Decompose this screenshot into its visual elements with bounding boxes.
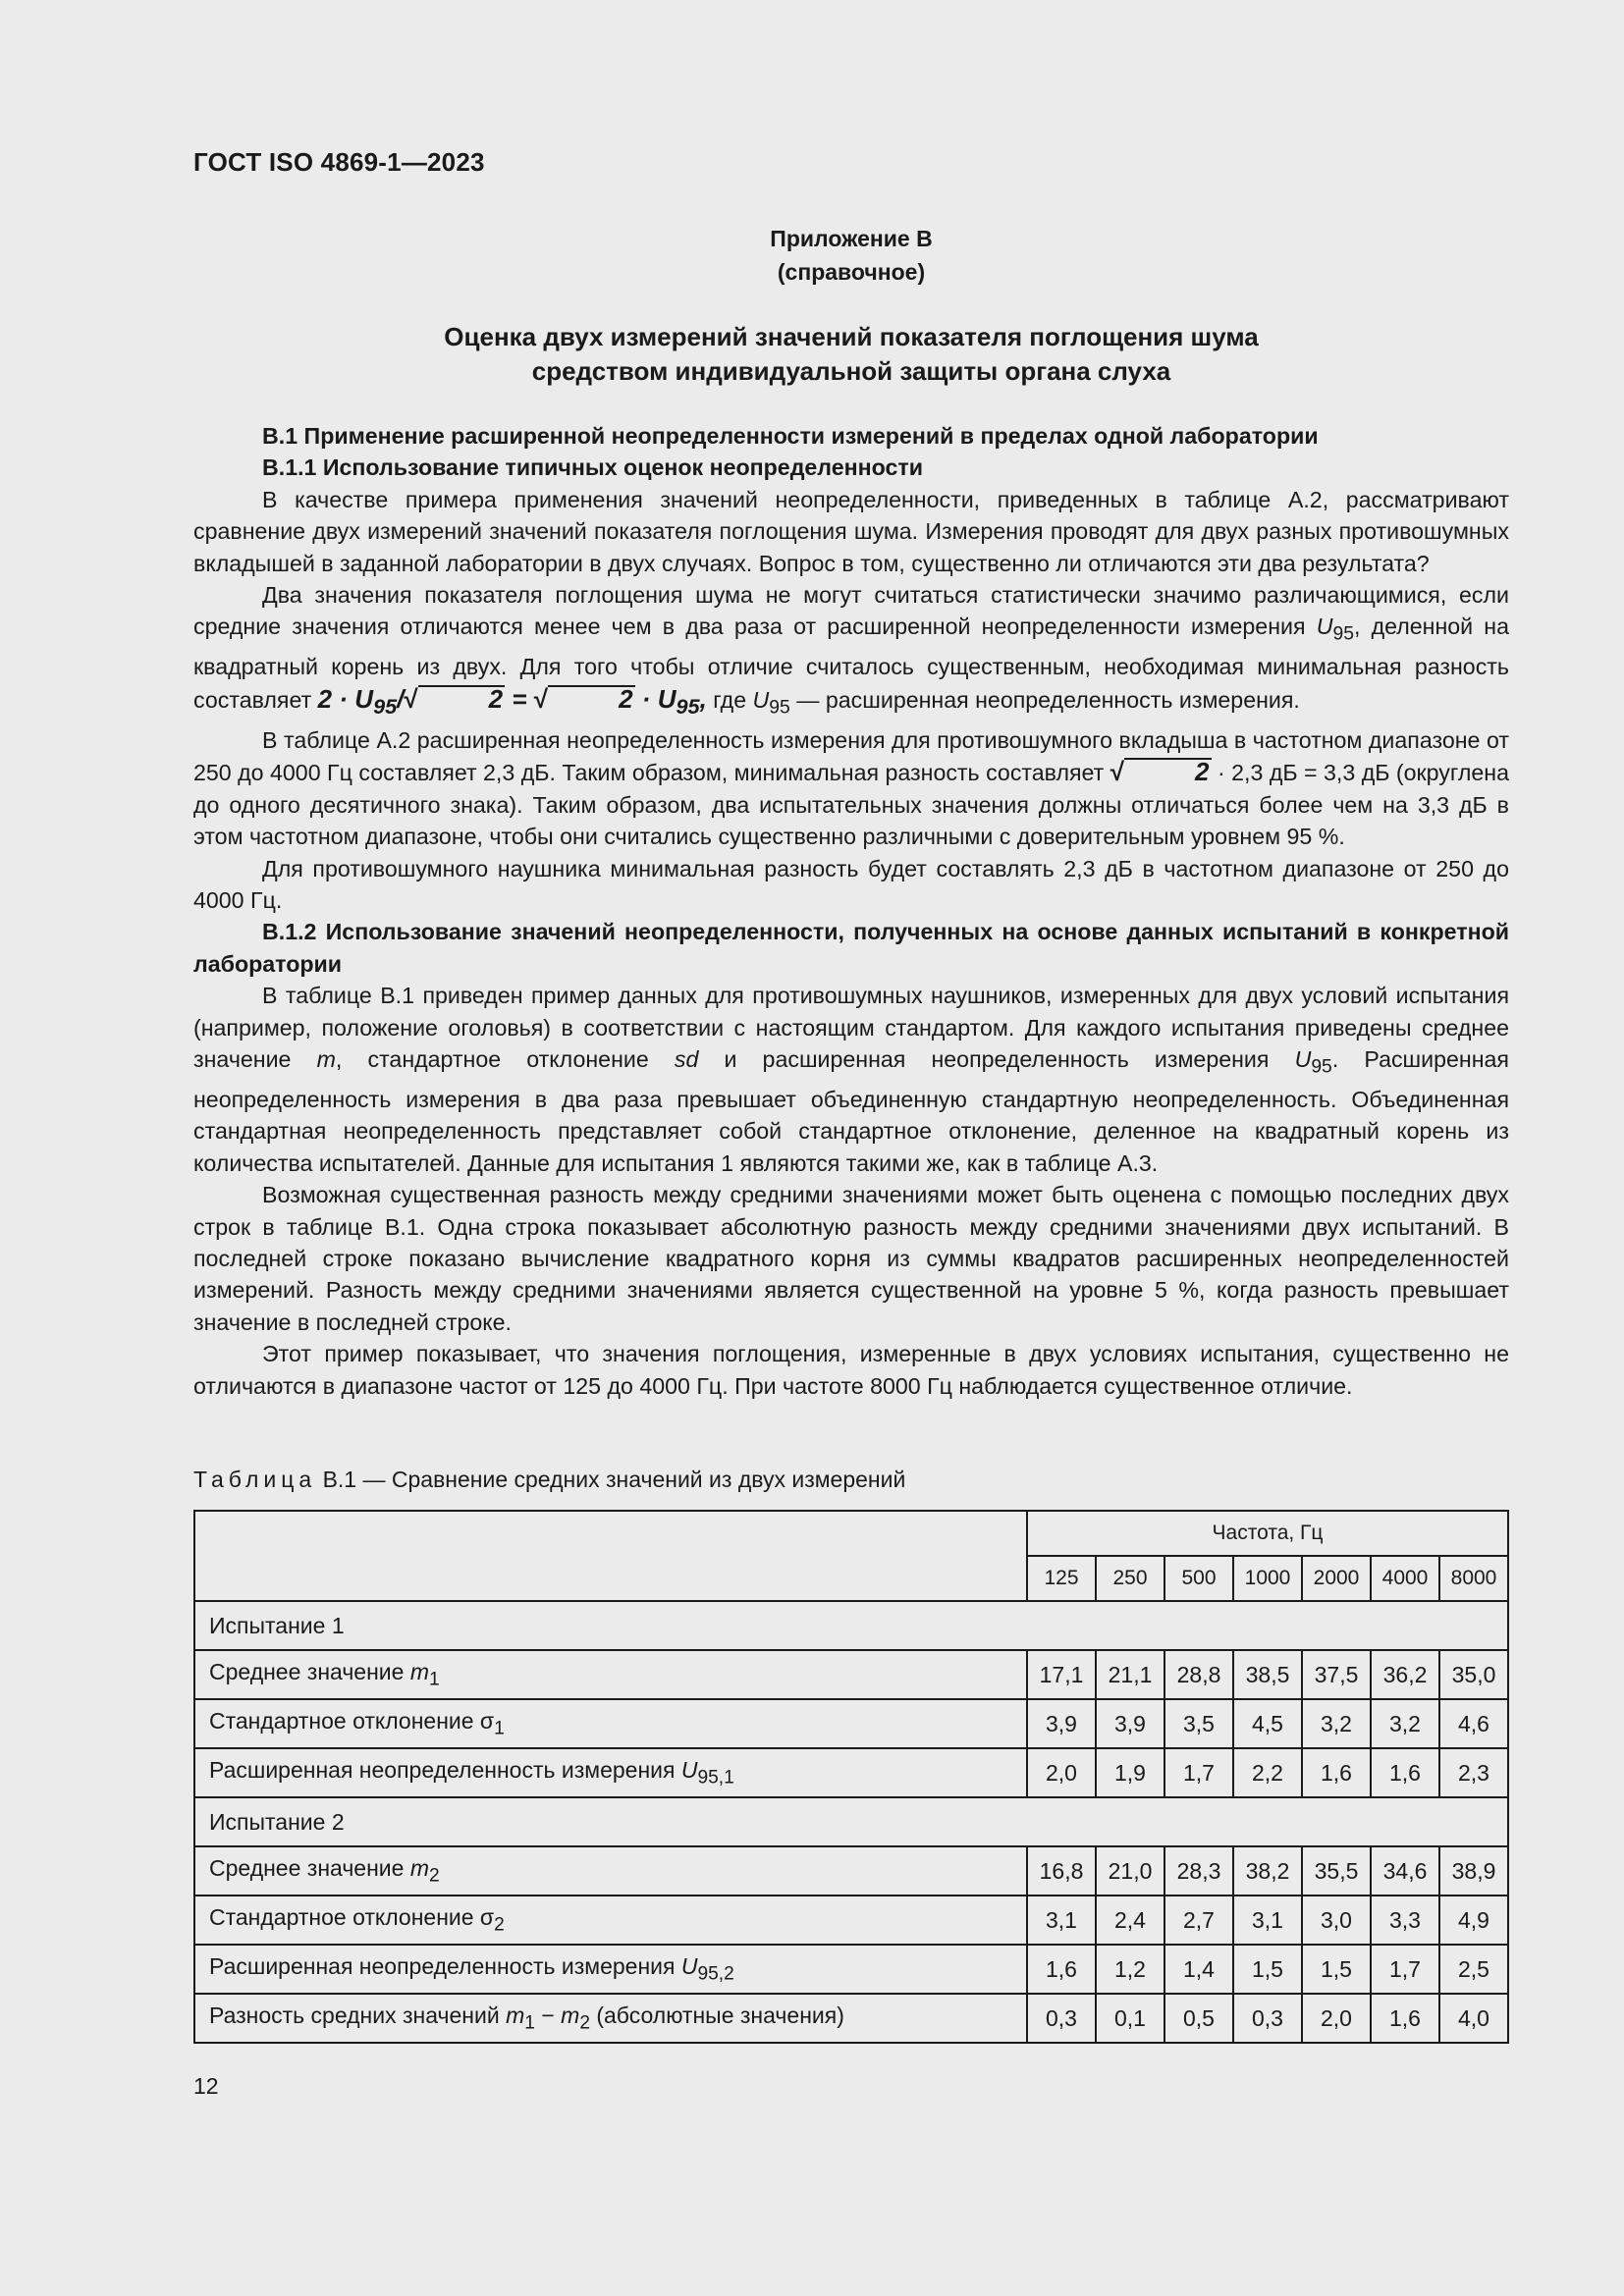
row-label: Расширенная неопределенность измерения $U_{95,2}$ <box>194 1945 1027 1994</box>
row-label: Разность средних значений $m_1 - m_2$ (абсолютные значения) <box>194 1994 1027 2043</box>
formula-sqrt2: √ 2 <box>1110 757 1210 787</box>
table-cell: 1,5 <box>1233 1945 1302 1994</box>
table-cell: 28,3 <box>1164 1846 1233 1896</box>
table-cell: 35,0 <box>1439 1650 1508 1699</box>
table-cell: 3,9 <box>1027 1699 1096 1748</box>
table-cell: 38,9 <box>1439 1846 1508 1896</box>
table-cell: 1,7 <box>1371 1945 1439 1994</box>
table-cell: 16,8 <box>1027 1846 1096 1896</box>
table-cell: 3,9 <box>1096 1699 1164 1748</box>
annex-heading-line2: средством индивидуальной защиты органа слуха <box>531 356 1171 386</box>
table-corner-cell <box>194 1511 1027 1601</box>
table-cell: 37,5 <box>1302 1650 1371 1699</box>
table-row <box>194 1748 1508 1797</box>
paragraph-3: В таблице А.2 расширенная неопределенность измерения для противошумного вкладыша в частотном диапазоне от 250 до 4000 Гц составляет 2,3 дБ. Таким образом, минимальная разность составляет √ 2 · 2,3 дБ = 3,3 дБ (округлена до одного десятичного знака). Таким образом, два испытательных значения должны отличаться более чем на 3,3 дБ в этом частотном диапазоне, чтобы они считались существенно различными с доверительным уровнем 95 %. <box>193 726 1509 850</box>
table-cell: 0,1 <box>1096 1994 1164 2043</box>
paragraph-5: В таблице В.1 приведен пример данных для противошумных наушников, измеренных для двух условий испытания (например, положение оголовья) в соответствии с настоящим стандартом. Для каждого испытания приведены среднее значение m, стандартное отклонение sd и расширенная неопределенность измерения $U_{95}$. Расширенная неопределенность измерения в два раза превышает объединенную стандартную неопределенность. Объединенная стандартная неопределенность представляет собой стандартное отклонение, деленное на квадратный корень из количества испытателей. Данные для испытания 1 являются такими же, как в таблице А.3. <box>193 983 1509 1176</box>
paragraph-2: Два значения показателя поглощения шума не могут считаться статистически значимо различающимися, если средние значения отличаются менее чем в два раза от расширенной неопределенности измерения $U_{95}$, деленной на квадратный корень из двух. Для того чтобы отличие считалось существенным, необходимая минимальная разность составляет $2 \cdot U_{95}/√$ 2 = √ $2 \cdot U_{95}$, где $U_{95}$ — расширенная неопределенность измерения. <box>193 582 1509 720</box>
table-cell: 1,6 <box>1371 1994 1439 2043</box>
table-cell: 21,0 <box>1096 1846 1164 1896</box>
section-heading-b11: В.1.1 Использование типичных оценок неопределенности <box>262 454 924 481</box>
section-label: Испытание 2 <box>194 1797 1508 1846</box>
table-cell: 3,2 <box>1302 1699 1371 1748</box>
comparison-table <box>193 1510 1509 2044</box>
table-cell: 1,6 <box>1371 1748 1439 1797</box>
annex-title: Приложение В <box>770 226 933 251</box>
table-cell: 3,2 <box>1371 1699 1439 1748</box>
section-label: Испытание 1 <box>194 1601 1508 1650</box>
table-cell: 4,0 <box>1439 1994 1508 2043</box>
table-cell: 21,1 <box>1096 1650 1164 1699</box>
table-cell: 0,5 <box>1164 1994 1233 2043</box>
table-cell: 2,5 <box>1439 1945 1508 1994</box>
table-cell: 4,6 <box>1439 1699 1508 1748</box>
frequency-cell: 2000 <box>1302 1556 1371 1601</box>
annex-heading-line1: Оценка двух измерений значений показателя поглощения шума <box>444 322 1259 351</box>
annex-status: (справочное) <box>777 259 926 285</box>
table-cell: 2,0 <box>1302 1994 1371 2043</box>
table-row <box>194 1650 1508 1699</box>
frequency-cell: 250 <box>1096 1556 1164 1601</box>
table-cell: 36,2 <box>1371 1650 1439 1699</box>
table-cell: 1,5 <box>1302 1945 1371 1994</box>
frequency-cell: 4000 <box>1371 1556 1439 1601</box>
row-label: Стандартное отклонение $\sigma_2$ <box>194 1896 1027 1945</box>
row-label: Среднее значение $m_1$ <box>194 1650 1027 1699</box>
table-cell: 1,6 <box>1302 1748 1371 1797</box>
table-cell: 0,3 <box>1233 1994 1302 2043</box>
standard-header: ГОСТ ISO 4869-1—2023 <box>193 147 485 177</box>
paragraph-4: Для противошумного наушника минимальная разность будет составлять 2,3 дБ в частотном диапазоне от 250 до 4000 Гц. <box>193 855 1509 913</box>
table-cell: 1,7 <box>1164 1748 1233 1797</box>
table-cell: 1,9 <box>1096 1748 1164 1797</box>
row-label: Среднее значение $m_2$ <box>194 1846 1027 1896</box>
table-row <box>194 1896 1508 1945</box>
frequency-header: Частота, Гц <box>1027 1511 1508 1556</box>
table-cell: 2,2 <box>1233 1748 1302 1797</box>
body-text <box>193 420 1509 1402</box>
table-row <box>194 1945 1508 1994</box>
paragraph-6: Возможная существенная разность между средними значениями может быть оценена с помощью последних двух строк в таблице В.1. Одна строка показывает абсолютную разность между средними значениями двух испытаний. В последней строке показано вычисление квадратного корня из суммы квадратов расширенных неопределенностей измерений. Разность между средними значениями является существенной на уровне 5 %, когда разность превышает значение в последней строке. <box>193 1182 1509 1335</box>
table-cell: 4,9 <box>1439 1896 1508 1945</box>
table-cell: 2,7 <box>1164 1896 1233 1945</box>
frequency-cell: 500 <box>1164 1556 1233 1601</box>
table-cell: 1,2 <box>1096 1945 1164 1994</box>
paragraph-1: В качестве примера применения значений неопределенности, приведенных в таблице А.2, рассматривают сравнение двух измерений значений показателя поглощения шума. Измерения проводят для двух разных противошумных вкладышей в заданной лаборатории в двух случаях. Вопрос в том, существенно ли отличаются эти два результата? <box>193 486 1509 576</box>
table-cell: 3,0 <box>1302 1896 1371 1945</box>
frequency-cell: 125 <box>1027 1556 1096 1601</box>
table-cell: 4,5 <box>1233 1699 1302 1748</box>
frequency-cell: 8000 <box>1439 1556 1508 1601</box>
table-cell: 2,0 <box>1027 1748 1096 1797</box>
table-cell: 2,3 <box>1439 1748 1508 1797</box>
table-cell: 1,6 <box>1027 1945 1096 1994</box>
table-cell: 3,5 <box>1164 1699 1233 1748</box>
table-cell: 3,1 <box>1233 1896 1302 1945</box>
table-cell: 34,6 <box>1371 1846 1439 1896</box>
table-cell: 38,5 <box>1233 1650 1302 1699</box>
section-row-test2 <box>194 1797 1508 1846</box>
page-number: 12 <box>193 2073 219 2099</box>
table-cell: 3,3 <box>1371 1896 1439 1945</box>
section-row-test1 <box>194 1601 1508 1650</box>
difference-row <box>194 1994 1508 2043</box>
table-cell: 28,8 <box>1164 1650 1233 1699</box>
paragraph-7: Этот пример показывает, что значения поглощения, измеренные в двух условиях испытания, существенно не отличаются в диапазоне частот от 125 до 4000 Гц. При частоте 8000 Гц наблюдается существенное отличие. <box>193 1341 1509 1399</box>
table-row <box>194 1699 1508 1748</box>
row-label: Стандартное отклонение $\sigma_1$ <box>194 1699 1027 1748</box>
row-label: Расширенная неопределенность измерения $U_{95,1}$ <box>194 1748 1027 1797</box>
table-cell: 0,3 <box>1027 1994 1096 2043</box>
section-heading-b12: В.1.2 Использование значений неопределенности, полученных на основе данных испытаний в конкретной лаборатории <box>193 919 1509 977</box>
formula-min-difference: $2 \cdot U_{95}/√$ 2 = √ $2 \cdot U_{95}$, <box>317 683 707 720</box>
table-cell: 2,4 <box>1096 1896 1164 1945</box>
table-row <box>194 1846 1508 1896</box>
table-cell: 3,1 <box>1027 1896 1096 1945</box>
frequency-cell: 1000 <box>1233 1556 1302 1601</box>
table-cell: 35,5 <box>1302 1846 1371 1896</box>
table-caption: Таблица В.1 — Сравнение средних значений из двух измерений <box>193 1467 906 1492</box>
table-cell: 38,2 <box>1233 1846 1302 1896</box>
table-cell: 17,1 <box>1027 1650 1096 1699</box>
table-cell: 1,4 <box>1164 1945 1233 1994</box>
section-heading-b1: В.1 Применение расширенной неопределенности измерений в пределах одной лаборатории <box>262 423 1319 449</box>
